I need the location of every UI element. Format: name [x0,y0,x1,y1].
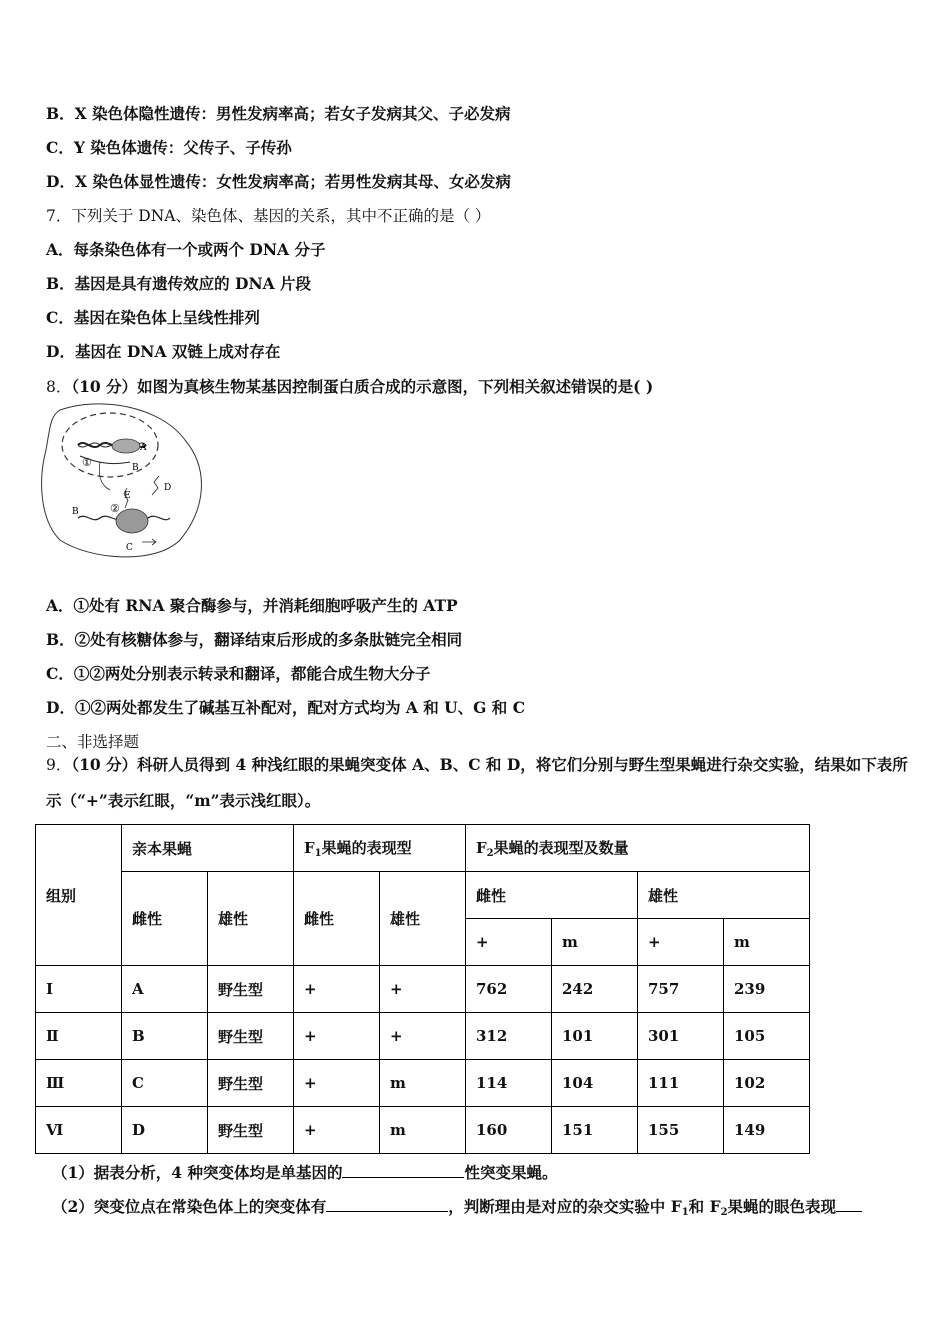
table-row [36,1107,810,1154]
header-f2-female: 雌性 [466,872,638,919]
answer-blank-1[interactable] [342,1163,464,1178]
results-table [35,824,810,1154]
q7-stem: 7．下列关于 DNA、染色体、基因的关系，其中不正确的是（ ） [46,207,491,225]
f2-subscript: 2 [720,1207,728,1218]
q9-sub2-text: （2）突变位点在常染色体上的突变体有 [52,1197,327,1216]
cell-f1-male: + [380,966,466,1013]
cell-parent-male: 野生型 [208,966,294,1013]
cell-group: Ⅲ [36,1060,122,1107]
q9-sub2-tail: 果蝇的眼色表现 [727,1197,837,1216]
cell-f2-male-m: 102 [724,1060,810,1107]
header-f2: $F_2$果蝇的表现型及数量 [466,825,810,872]
table-row [36,1060,810,1107]
cell-f1-male: m [380,1060,466,1107]
q7-option-a: A．每条染色体有一个或两个 DNA 分子 [46,240,326,259]
cell-membrane [42,404,202,557]
cell-parent-female: D [122,1107,208,1154]
label-a: A [140,443,147,453]
label-d: D [164,483,172,493]
cell-parent-female: A [122,966,208,1013]
header-f2-male-m: m [724,919,810,966]
q9-stem: （10 分）科研人员得到 4 种浅红眼的果蝇突变体 A、B、C 和 D，将它们分别与野生型果蝇进行杂交实验，结果如下表所示（“+”表示红眼，“m”表示浅红眼）。 [46,755,908,810]
q9-sub1-text: （1）据表分析，4 种突变体均是单基因的 [52,1163,343,1182]
q9-number: 9． [46,756,72,774]
q9-sub2-and: 和 F [688,1197,721,1216]
section-heading: 二、非选择题 [46,733,140,751]
rna-polymerase [112,439,140,453]
q6-option-c: C．Y 染色体遗传：父传子、子传孙 [46,138,292,157]
q7-option-c: C．基因在染色体上呈线性排列 [46,308,260,327]
label-b-bottom: B [72,507,79,517]
cell-f2-female-m: 242 [552,966,638,1013]
cell-f2-female-plus: 114 [466,1060,552,1107]
cell-f2-female-m: 151 [552,1107,638,1154]
trna-d [152,476,159,495]
cell-parent-female: C [122,1060,208,1107]
cell-f1-female: + [294,1107,380,1154]
q9-sub2-mid: ，判断理由是对应的杂交实验中 F [448,1197,682,1216]
q7-option-d: D．基因在 DNA 双链上成对存在 [46,342,281,361]
q9-sub2 [52,1195,862,1218]
label-circle-2: ② [110,502,120,515]
label-e: E [124,491,131,501]
header-parent-male: 雄性 [208,872,294,966]
header-f2-female-plus: + [466,919,552,966]
cell-f2-male-plus: 155 [638,1107,724,1154]
q6-option-d: D．X 染色体显性遗传：女性发病率高；若男性发病其母、女必发病 [46,172,511,191]
cell-f1-female: + [294,1060,380,1107]
q9-sub1 [52,1161,557,1183]
q8-option-d: D．①②两处都发生了碱基互补配对，配对方式均为 A 和 U、G 和 C [46,698,526,717]
table-row [36,966,810,1013]
cell-f1-female: + [294,966,380,1013]
cell-f2-female-plus: 312 [466,1013,552,1060]
header-parents: 亲本果蝇 [122,825,294,872]
q8-option-c: C．①②两处分别表示转录和翻译，都能合成生物大分子 [46,664,431,683]
q9-sub1-tail: 性突变果蝇。 [464,1163,558,1182]
header-f2-male-plus: + [638,919,724,966]
cell-f2-male-m: 149 [724,1107,810,1154]
cell-parent-female: B [122,1013,208,1060]
q6-option-b: B．X 染色体隐性遗传：男性发病率高；若女子发病其父、子必发病 [46,104,511,123]
label-b-top: B [132,463,139,473]
cell-f2-female-m: 101 [552,1013,638,1060]
q8-number: 8． [46,378,72,396]
cell-group: Ⅵ [36,1107,122,1154]
cell-f1-male: m [380,1107,466,1154]
cell-parent-male: 野生型 [208,1013,294,1060]
gene-expression-diagram [40,400,210,565]
q8-stem: （10 分）如图为真核生物某基因控制蛋白质合成的示意图，下列相关叙述错误的是( ) [71,377,654,396]
cell-f2-female-plus: 160 [466,1107,552,1154]
table-row [36,1013,810,1060]
header-parent-female: 雌性 [122,872,208,966]
cell-f2-male-plus: 301 [638,1013,724,1060]
cell-f2-female-m: 104 [552,1060,638,1107]
cell-f2-male-m: 239 [724,966,810,1013]
q8-option-b: B．②处有核糖体参与，翻译结束后形成的多条肽链完全相同 [46,630,463,649]
cell-f2-male-m: 105 [724,1013,810,1060]
label-circle-1: ① [82,456,92,469]
direction-arrow [142,539,156,545]
q9-stem-block [46,747,916,819]
header-f2-male: 雄性 [638,872,810,919]
cell-group: Ⅰ [36,966,122,1013]
cell-parent-male: 野生型 [208,1107,294,1154]
answer-blank-3[interactable] [836,1197,862,1212]
q8-stem-line [46,375,653,397]
header-f2-female-m: m [552,919,638,966]
ribosome [116,509,148,533]
cell-parent-male: 野生型 [208,1060,294,1107]
label-c: C [126,543,133,553]
cell-f1-male: + [380,1013,466,1060]
header-group: 组别 [36,825,122,966]
cell-f2-female-plus: 762 [466,966,552,1013]
cell-f1-female: + [294,1013,380,1060]
q8-option-a: A．①处有 RNA 聚合酶参与，并消耗细胞呼吸产生的 ATP [46,596,458,615]
f1-subscript: 1 [681,1207,689,1218]
q7-option-b: B．基因是具有遗传效应的 DNA 片段 [46,274,312,293]
answer-blank-2[interactable] [326,1197,448,1212]
header-f1-female: 雌性 [294,872,380,966]
header-f1-male: 雄性 [380,872,466,966]
cell-f2-male-plus: 757 [638,966,724,1013]
cell-f2-male-plus: 111 [638,1060,724,1107]
cell-group: Ⅱ [36,1013,122,1060]
header-f1: $F_1$果蝇的表现型 [294,825,466,872]
